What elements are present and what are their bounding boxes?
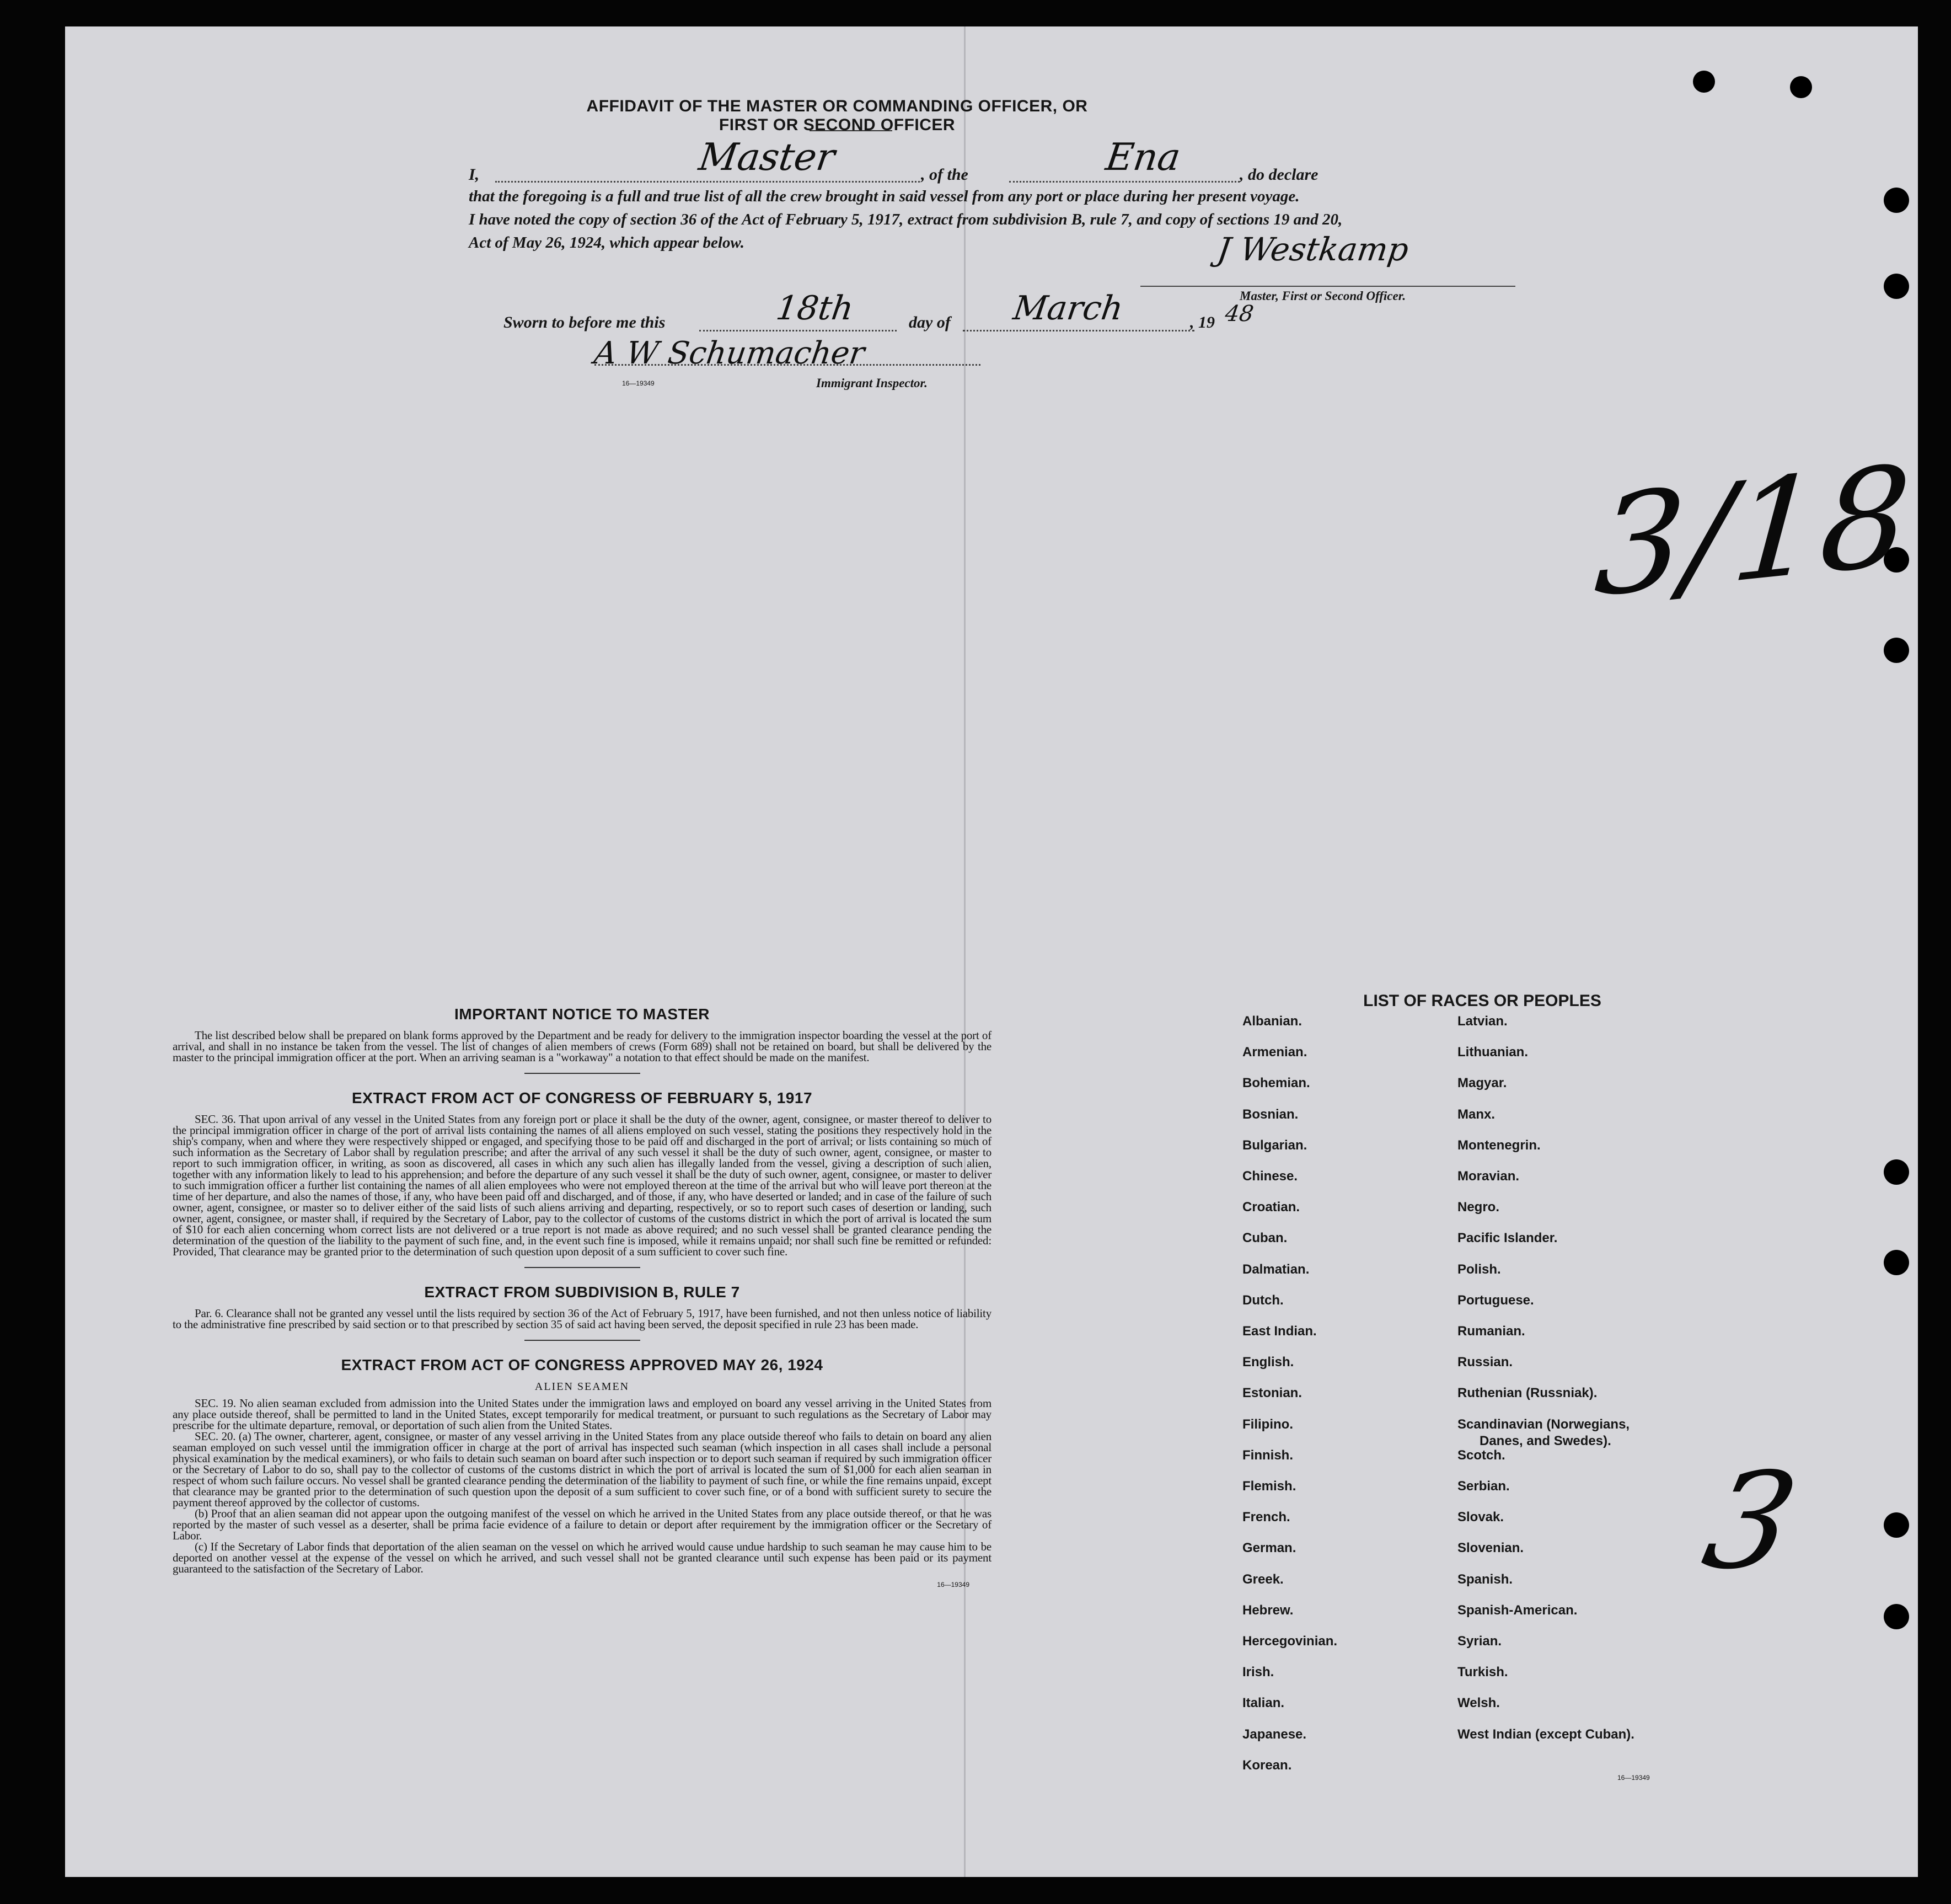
notice-text: The list described below shall be prepared on blank forms approved by the Department and be ready for delivery to the immigration inspector boarding the vessel at the port of arrival, and shall in no instance be taken from the vessel. The list of changes of alien members of crews (Form 689) shall not be retained on board, but shall be delivered by the master to the principal immigration officer at the port. When an arriving seaman is a "workaway" a notation to that effect should be made on the manifest. <box>173 1029 991 1064</box>
punch-hole <box>1884 1604 1909 1629</box>
race-item: Scandinavian (Norwegians, <box>1457 1416 1630 1432</box>
race-item: German. <box>1242 1541 1296 1556</box>
sec19-text: SEC. 19. No alien seaman excluded from admission into the United States under the immigration laws and employed on board any vessel arriving in the United States from any place outside thereof, shall be permitted to land in the United States, except temporarily for medical treatment, or pursuant to such regulations as the Secretary of Labor may prescribe for the ultimate departure, removal, or deportation of such alien from the United States. <box>173 1397 991 1432</box>
divider <box>524 1073 640 1074</box>
race-item: Korean. <box>1242 1757 1292 1773</box>
races-title: LIST OF RACES OR PEOPLES <box>1363 992 1601 1010</box>
race-item: Ruthenian (Russniak). <box>1457 1386 1598 1401</box>
race-item: Latvian. <box>1457 1014 1508 1029</box>
notice-column <box>173 1006 991 1589</box>
race-item: Scotch. <box>1457 1447 1505 1463</box>
affidavit-i-label: I, <box>469 165 480 184</box>
race-item: Slovak. <box>1457 1510 1504 1525</box>
form-code: 16—19349 <box>937 1581 969 1589</box>
inspector-label: Immigrant Inspector. <box>816 376 928 390</box>
day-line <box>699 330 897 331</box>
race-item: Turkish. <box>1457 1665 1508 1680</box>
punch-hole <box>1790 76 1812 98</box>
race-item: Spanish. <box>1457 1571 1513 1587</box>
date-annotation: 3/18 <box>1590 435 1916 628</box>
name-line <box>495 181 920 183</box>
sec20a-text: SEC. 20. (a) The owner, charterer, agent, consignee, or master of any vessel arriving in the United States from any place outside thereof who fails to detain on board any alien seaman employed on such vessel until the immigration officer in charge at the port of arrival has inspected such seaman (which inspection in all cases shall include a personal physical examination by the medical examiners), or who fails to detain such seaman on board after such inspection or to deport such seaman if required by such immigration officer or the Secretary of Labor to do so, shall pay to the collector of customs of the customs district in which the port of arrival is located the sum of $1,000 for each alien seaman in respect of whom such failure occurs. No vessel shall be granted clearance pending the determination of the liability to payment of such fine, or while the fine remains unpaid, except that clearance may be granted prior to the determination of such question upon the deposit of a sum sufficient to cover such fine, or of a bond with sufficient surety to secure the payment thereof approved by the collector of customs. <box>173 1430 991 1509</box>
race-item: Danes, and Swedes). <box>1480 1433 1611 1448</box>
year-handwritten: 48 <box>1223 301 1256 327</box>
form-code: 16—19349 <box>1617 1774 1650 1782</box>
race-item: Serbian. <box>1457 1479 1510 1494</box>
punch-hole <box>1884 1250 1909 1275</box>
affidavit-of-the-label: , of the <box>921 165 968 184</box>
race-item: Croatian. <box>1242 1200 1300 1215</box>
affidavit-line-4: Act of May 26, 1924, which appear below. <box>469 234 744 252</box>
affidavit-declare-label: , do declare <box>1240 165 1318 184</box>
inspector-line <box>594 364 980 366</box>
rule7-title: EXTRACT FROM SUBDIVISION B, RULE 7 <box>424 1283 740 1301</box>
race-item: French. <box>1242 1510 1290 1525</box>
page-fold <box>964 26 966 1877</box>
race-item: Hercegovinian. <box>1242 1634 1338 1649</box>
inspector-signature: A W Schumacher <box>592 335 867 371</box>
race-item: Filipino. <box>1242 1416 1293 1432</box>
vessel-handwritten: Ena <box>1103 136 1183 179</box>
race-item: Dutch. <box>1242 1292 1284 1308</box>
affidavit-title: AFFIDAVIT OF THE MASTER OR COMMANDING OFFICER, OR FIRST OR SECOND OFFICER <box>586 97 1088 134</box>
punch-hole <box>1693 71 1715 93</box>
race-item: Greek. <box>1242 1571 1284 1587</box>
race-item: Albanian. <box>1242 1014 1303 1029</box>
punch-hole <box>1884 188 1909 213</box>
affidavit-line-2: that the foregoing is a full and true list of all the crew brought in said vessel from any port or place during her present voyage. <box>469 188 1300 205</box>
divider <box>524 1267 640 1268</box>
race-item: Portuguese. <box>1457 1292 1534 1308</box>
signature-label: Master, First or Second Officer. <box>1240 289 1406 303</box>
alien-seamen-subtitle: ALIEN SEAMEN <box>534 1381 630 1393</box>
race-item: Welsh. <box>1457 1696 1500 1711</box>
divider <box>810 130 892 131</box>
sec20c-text: (c) If the Secretary of Labor finds that deportation of the alien seaman on the vessel on which he arrived would cause undue hardship to such seaman he may cause him to be deported on another vessel at the expense of the vessel on which he arrived, and such vessel shall not be granted clearance until such expense has been paid or its payment guaranteed to the satisfaction of the Secretary of Labor. <box>173 1540 991 1575</box>
race-item: Bohemian. <box>1242 1076 1310 1091</box>
extract-1924-title: EXTRACT FROM ACT OF CONGRESS APPROVED MAY 26, 1924 <box>341 1356 823 1373</box>
divider <box>524 1340 640 1341</box>
signature-line <box>1140 286 1515 287</box>
race-item: English. <box>1242 1355 1294 1370</box>
race-item: Bulgarian. <box>1242 1137 1307 1153</box>
race-item: Estonian. <box>1242 1386 1303 1401</box>
race-item: Cuban. <box>1242 1231 1288 1246</box>
month-handwritten: March <box>1011 289 1126 328</box>
race-item: Rumanian. <box>1457 1324 1525 1339</box>
day-handwritten: 18th <box>774 289 856 328</box>
race-item: Lithuanian. <box>1457 1045 1528 1060</box>
punch-hole <box>1884 274 1909 299</box>
race-item: Slovenian. <box>1457 1541 1524 1556</box>
punch-hole <box>1884 1512 1909 1538</box>
race-item: East Indian. <box>1242 1324 1317 1339</box>
vessel-line <box>1009 181 1240 183</box>
race-item: Spanish-American. <box>1457 1602 1578 1618</box>
race-item: Polish. <box>1457 1261 1501 1277</box>
race-item: Dalmatian. <box>1242 1261 1310 1277</box>
race-item: Finnish. <box>1242 1447 1293 1463</box>
race-item: Syrian. <box>1457 1634 1502 1649</box>
form-code: 16—19349 <box>622 379 655 387</box>
day-of-label: day of <box>909 313 951 331</box>
document-sheet <box>65 26 1918 1877</box>
race-item: Negro. <box>1457 1200 1500 1215</box>
race-item: Irish. <box>1242 1665 1274 1680</box>
race-item: Pacific Islander. <box>1457 1231 1558 1246</box>
race-item: Bosnian. <box>1242 1106 1299 1122</box>
race-item: Japanese. <box>1242 1726 1307 1742</box>
rule7-text: Par. 6. Clearance shall not be granted any vessel until the lists required by section 36 of the Act of February 5, 1917, have been furnished, and not then unless notice of liability to the administrative fine prescribed by said section or to that prescribed by section 35 of said act having been served, the deposit specified in rule 23 has been made. <box>173 1307 991 1331</box>
sec20b-text: (b) Proof that an alien seaman did not appear upon the outgoing manifest of the vessel on which he arrived in the United States from any place outside thereof, or that he was reported by the master of such vessel as a deserter, shall be prima facie evidence of a failure to detain or deport after requirement by the immigration officer or the Secretary of Labor. <box>173 1507 991 1542</box>
master-signature: J Westkamp <box>1215 231 1411 268</box>
year-prefix-label: , 19 <box>1190 313 1215 331</box>
race-item: Armenian. <box>1242 1045 1307 1060</box>
race-item: Chinese. <box>1242 1169 1298 1184</box>
month-line <box>963 330 1194 331</box>
race-item: Manx. <box>1457 1106 1496 1122</box>
extract-1917-title: EXTRACT FROM ACT OF CONGRESS OF FEBRUARY 5, 1917 <box>351 1089 813 1106</box>
race-item: Russian. <box>1457 1355 1513 1370</box>
race-item: Magyar. <box>1457 1076 1507 1091</box>
race-item: West Indian (except Cuban). <box>1457 1726 1634 1742</box>
race-item: Moravian. <box>1457 1169 1520 1184</box>
name-handwritten: Master <box>696 136 838 179</box>
punch-hole <box>1884 1159 1909 1185</box>
affidavit-line-3: I have noted the copy of section 36 of the Act of February 5, 1917, extract from subdivision B, rule 7, and copy of sections 19 and 20, <box>469 211 1343 228</box>
race-item: Montenegrin. <box>1457 1137 1541 1153</box>
notice-title: IMPORTANT NOTICE TO MASTER <box>454 1006 710 1023</box>
extract-1917-text: SEC. 36. That upon arrival of any vessel in the United States from any foreign port or place it shall be the duty of the owner, agent, consignee, or master thereof to deliver to the principal immigration officer in charge of the port of arrival lists containing the names of all aliens employed on such vessel, stating the positions they respectively hold in the ship's company, when and where they were respectively shipped or engaged, and specifying those to be paid off and discharged in the port of arrival; or lists containing so much of such information as the Secretary of Labor shall by regulation prescribe; and after the arrival of any such vessel it shall be the duty of such owner, agent, consignee, or master to report to such immigration officer, in writing, as soon as discovered, all cases in which any such alien has illegally landed from the vessel, giving a description of such alien, together with any information likely to lead to his apprehension; and before the departure of any such vessel it shall be the duty of such owner, agent, consignee, or master to deliver to such immigration officer a further list containing the names of all alien employees who were not employed thereon at the time of the arrival but who will leave port thereon at the time of her departure, and also the names of those, if any, who have been paid off and discharged, and of those, if any, who have deserted or landed; and in case of the failure of such owner, agent, consignee, or master so to deliver either of the said lists of such aliens arriving and departing, respectively, or so to report such cases of desertion or landing, such owner, agent, consignee, or master shall, if required by the Secretary of Labor, pay to the collector of customs of the customs district in which the port of arrival is located the sum of $10 for each alien concerning whom correct lists are not delivered or a true report is not made as above required; and no such vessel shall be granted clearance pending the determination of the question of the liability to the payment of such fine, and, in the event such fine is imposed, while it remains unpaid; nor shall such fine be remitted or refunded: Provided, That clearance may be granted prior to the determination of such question upon deposit of a sum sufficient to cover such fine. <box>173 1113 991 1258</box>
race-item: Flemish. <box>1242 1479 1296 1494</box>
sworn-label: Sworn to before me this <box>503 313 666 331</box>
page-number-annotation: 3 <box>1692 1444 1809 1598</box>
race-item: Hebrew. <box>1242 1602 1294 1618</box>
race-item: Italian. <box>1242 1696 1285 1711</box>
punch-hole <box>1884 638 1909 663</box>
